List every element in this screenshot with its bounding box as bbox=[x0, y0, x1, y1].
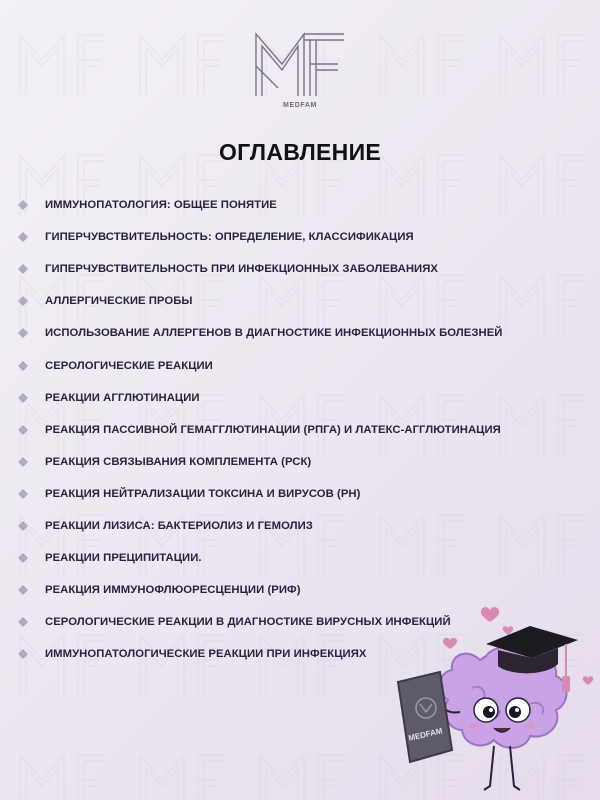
toc-item-label: ГИПЕРЧУВСТВИТЕЛЬНОСТЬ: ОПРЕДЕЛЕНИЕ, КЛАССИФИКАЦИЯ bbox=[45, 231, 414, 244]
toc-item-label: РЕАКЦИЯ НЕЙТРАЛИЗАЦИИ ТОКСИНА И ВИРУСОВ (РН) bbox=[45, 487, 361, 500]
diamond-bullet-icon bbox=[18, 457, 28, 467]
medfam-logo bbox=[252, 28, 348, 109]
toc-item bbox=[18, 349, 538, 381]
toc-item bbox=[18, 542, 538, 574]
toc-item-label: АЛЛЕРГИЧЕСКИЕ ПРОБЫ bbox=[45, 295, 193, 308]
diamond-bullet-icon bbox=[18, 585, 28, 595]
toc-item bbox=[18, 285, 538, 317]
table-of-contents bbox=[18, 189, 538, 670]
toc-item-label: ИММУНОПАТОЛОГИЯ: ОБЩЕЕ ПОНЯТИЕ bbox=[45, 199, 277, 212]
toc-item bbox=[18, 253, 538, 285]
toc-item bbox=[18, 414, 538, 446]
toc-item bbox=[18, 510, 538, 542]
diamond-bullet-icon bbox=[18, 425, 28, 435]
diamond-bullet-icon bbox=[18, 232, 28, 242]
medfam-logo-icon bbox=[252, 28, 348, 98]
diamond-bullet-icon bbox=[18, 328, 28, 338]
toc-item-label: РЕАКЦИЯ ПАССИВНОЙ ГЕМАГГЛЮТИНАЦИИ (РПГА) И ЛАТЕКС-АГГЛЮТИНАЦИЯ bbox=[45, 423, 501, 436]
book-label: MEDFAM bbox=[407, 726, 444, 743]
toc-item bbox=[18, 478, 538, 510]
toc-item bbox=[18, 382, 538, 414]
brain-mascot-illustration bbox=[390, 600, 600, 800]
toc-item-label: РЕАКЦИЯ СВЯЗЫВАНИЯ КОМПЛЕМЕНТА (РСК) bbox=[45, 455, 312, 468]
diamond-bullet-icon bbox=[18, 521, 28, 531]
diamond-bullet-icon bbox=[18, 617, 28, 627]
diamond-bullet-icon bbox=[18, 649, 28, 659]
diamond-bullet-icon bbox=[18, 264, 28, 274]
diamond-bullet-icon bbox=[18, 361, 28, 371]
toc-item bbox=[18, 189, 538, 221]
toc-item-label: СЕРОЛОГИЧЕСКИЕ РЕАКЦИИ В ДИАГНОСТИКЕ ВИРУСНЫХ ИНФЕКЦИЙ bbox=[45, 616, 451, 629]
page-title: ОГЛАВЛЕНИЕ bbox=[218, 139, 382, 165]
toc-item bbox=[18, 221, 538, 253]
diamond-bullet-icon bbox=[18, 200, 28, 210]
diamond-bullet-icon bbox=[18, 296, 28, 306]
toc-item-label: ИСПОЛЬЗОВАНИЕ АЛЛЕРГЕНОВ В ДИАГНОСТИКЕ ИНФЕКЦИОННЫХ БОЛЕЗНЕЙ bbox=[45, 327, 503, 340]
diamond-bullet-icon bbox=[18, 393, 28, 403]
toc-item bbox=[18, 317, 538, 349]
logo-text: MEDFAM bbox=[283, 102, 317, 109]
toc-item-label: РЕАКЦИИ ПРЕЦИПИТАЦИИ. bbox=[45, 552, 202, 565]
toc-item-label: СЕРОЛОГИЧЕСКИЕ РЕАКЦИИ bbox=[45, 359, 213, 372]
toc-item-label: РЕАКЦИИ ЛИЗИСА: БАКТЕРИОЛИЗ И ГЕМОЛИЗ bbox=[45, 519, 313, 532]
toc-item-label: ИММУНОПАТОЛОГИЧЕСКИЕ РЕАКЦИИ ПРИ ИНФЕКЦИЯХ bbox=[45, 648, 367, 661]
toc-item-label: РЕАКЦИЯ ИММУНОФЛЮОРЕСЦЕНЦИИ (РИФ) bbox=[45, 584, 301, 597]
toc-item-label: ГИПЕРЧУВСТВИТЕЛЬНОСТЬ ПРИ ИНФЕКЦИОННЫХ ЗАБОЛЕВАНИЯХ bbox=[45, 263, 438, 276]
toc-item bbox=[18, 446, 538, 478]
toc-item-label: РЕАКЦИИ АГГЛЮТИНАЦИИ bbox=[45, 391, 200, 404]
diamond-bullet-icon bbox=[18, 489, 28, 499]
diamond-bullet-icon bbox=[18, 553, 28, 563]
